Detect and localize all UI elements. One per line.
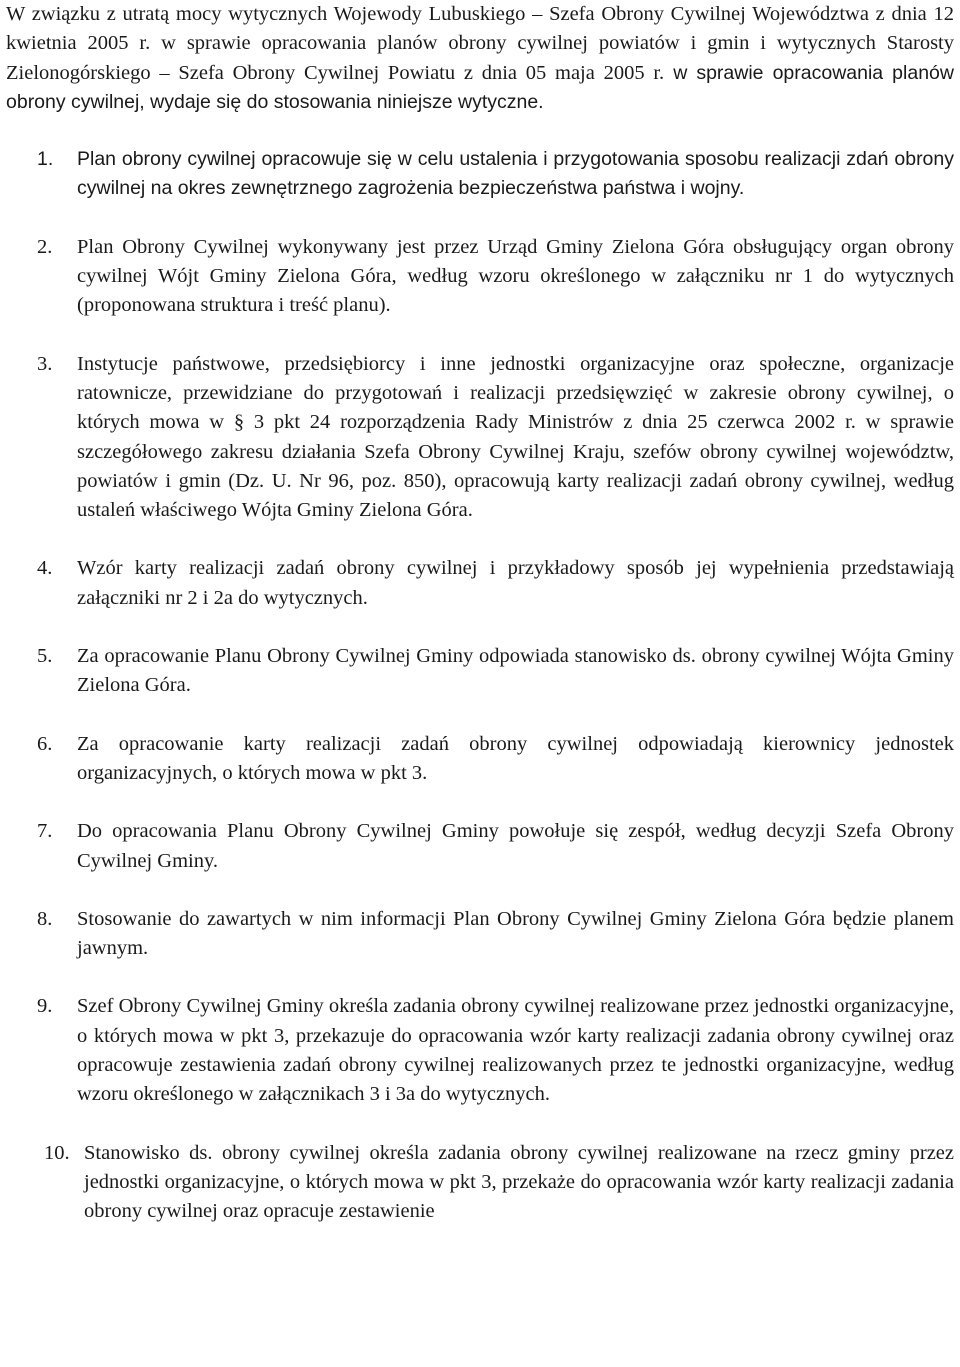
list-item-number: 9. (37, 995, 53, 1018)
list-item (6, 1139, 954, 1227)
list-item (6, 554, 954, 613)
list-item-number: 3. (37, 352, 53, 375)
list-item-text: Szef Obrony Cywilnej Gminy określa zadania obrony cywilnej realizowane przez jednostki organizacyjne, o których mowa w pkt 3, przekazuje do opracowania wzór karty realizacji zadania obrony cywilnej oraz opracowuje zestawienia zadań obrony cywilnej realizowanych przez te jednostki organizacyjne, według wzoru określonego w załącznikach 3 i 3a do wytycznych. (77, 995, 954, 1106)
list-item (6, 145, 954, 204)
list-item-number: 4. (37, 557, 53, 580)
list-item-number: 1. (37, 148, 54, 171)
list-item-text: Plan obrony cywilnej opracowuje się w celu ustalenia i przygotowania sposobu realizacji zdań obrony cywilnej na okres zewnętrznego zagrożenia bezpieczeństwa państwa i wojny. (77, 148, 954, 200)
list-item (6, 905, 954, 964)
list-item-text: Instytucje państwowe, przedsiębiorcy i inne jednostki organizacyjne oraz społeczne, organizacje ratownicze, przewidziane do przygotowań i realizacji przedsięwzięć w zakresie obrony cywilnej, o których mowa w § 3 pkt 24 rozporządzenia Rady Ministrów z dnia 25 czerwca 2002 r. w sprawie szczegółowego zakresu działania Szefa Obrony Cywilnej Kraju, szefów obrony cywilnej województw, powiatów i gmin (Dz. U. Nr 96, poz. 850), opracowują karty realizacji zadań obrony cywilnej, według ustaleń właściwego Wójta Gminy Zielona Góra. (77, 352, 954, 522)
list-item-text: Za opracowanie karty realizacji zadań obrony cywilnej odpowiadają kierownicy jednostek organizacyjnych, o których mowa w pkt 3. (77, 732, 954, 784)
list-item-number: 6. (37, 732, 53, 755)
list-item-text: Wzór karty realizacji zadań obrony cywilnej i przykładowy sposób jej wypełnienia przedstawiają załączniki nr 2 i 2a do wytycznych. (77, 557, 954, 609)
list-item-number: 5. (37, 645, 53, 668)
intro-text-sans: w sprawie opracowania planów obrony cywilnej, wydaje się do stosowania niniejsze wytyczne. (6, 61, 954, 113)
list-item-number: 7. (37, 820, 53, 843)
list-item-number: 10. (44, 1141, 70, 1164)
list-item-text: Plan Obrony Cywilnej wykonywany jest przez Urząd Gminy Zielona Góra obsługujący organ obrony cywilnej Wójt Gminy Zielona Góra, według wzoru określonego w załączniku nr 1 do wytycznych (proponowana struktura i treść planu). (77, 235, 954, 317)
list-item (6, 730, 954, 789)
list-item (6, 642, 954, 701)
list-item-text: Za opracowanie Planu Obrony Cywilnej Gminy odpowiada stanowisko ds. obrony cywilnej Wójta Gminy Zielona Góra. (77, 645, 954, 697)
list-item-text: Stosowanie do zawartych w nim informacji Plan Obrony Cywilnej Gminy Zielona Góra będzie planem jawnym. (77, 907, 954, 960)
list-item-number: 2. (37, 235, 53, 258)
intro-text-serif: W związku z utratą mocy wytycznych Wojewody Lubuskiego – Szefa Obrony Cywilnej Województwa z dnia 12 kwietnia 2005 r. w sprawie opracowania planów obrony cywilnej powiatów i gmin i wytycznych Starosty Zielonogórskiego – Szefa Obrony Cywilnej Powiatu z dnia 05 maja 2005 r. (6, 3, 954, 84)
list-item (6, 992, 954, 1109)
list-item (6, 350, 954, 526)
list-item (6, 817, 954, 876)
list-item-text: Do opracowania Planu Obrony Cywilnej Gminy powołuje się zespół, według decyzji Szefa Obrony Cywilnej Gminy. (77, 820, 954, 872)
list-item-text: Stanowisko ds. obrony cywilnej określa zadania obrony cywilnej realizowane na rzecz gminy przez jednostki organizacyjne, o których mowa w pkt 3, przekaże do opracowania wzór karty realizacji zadania obrony cywilnej oraz opracuje zestawienie (84, 1141, 954, 1223)
list-item-number: 8. (37, 907, 53, 930)
intro-paragraph (6, 0, 954, 117)
list-item (6, 233, 954, 321)
